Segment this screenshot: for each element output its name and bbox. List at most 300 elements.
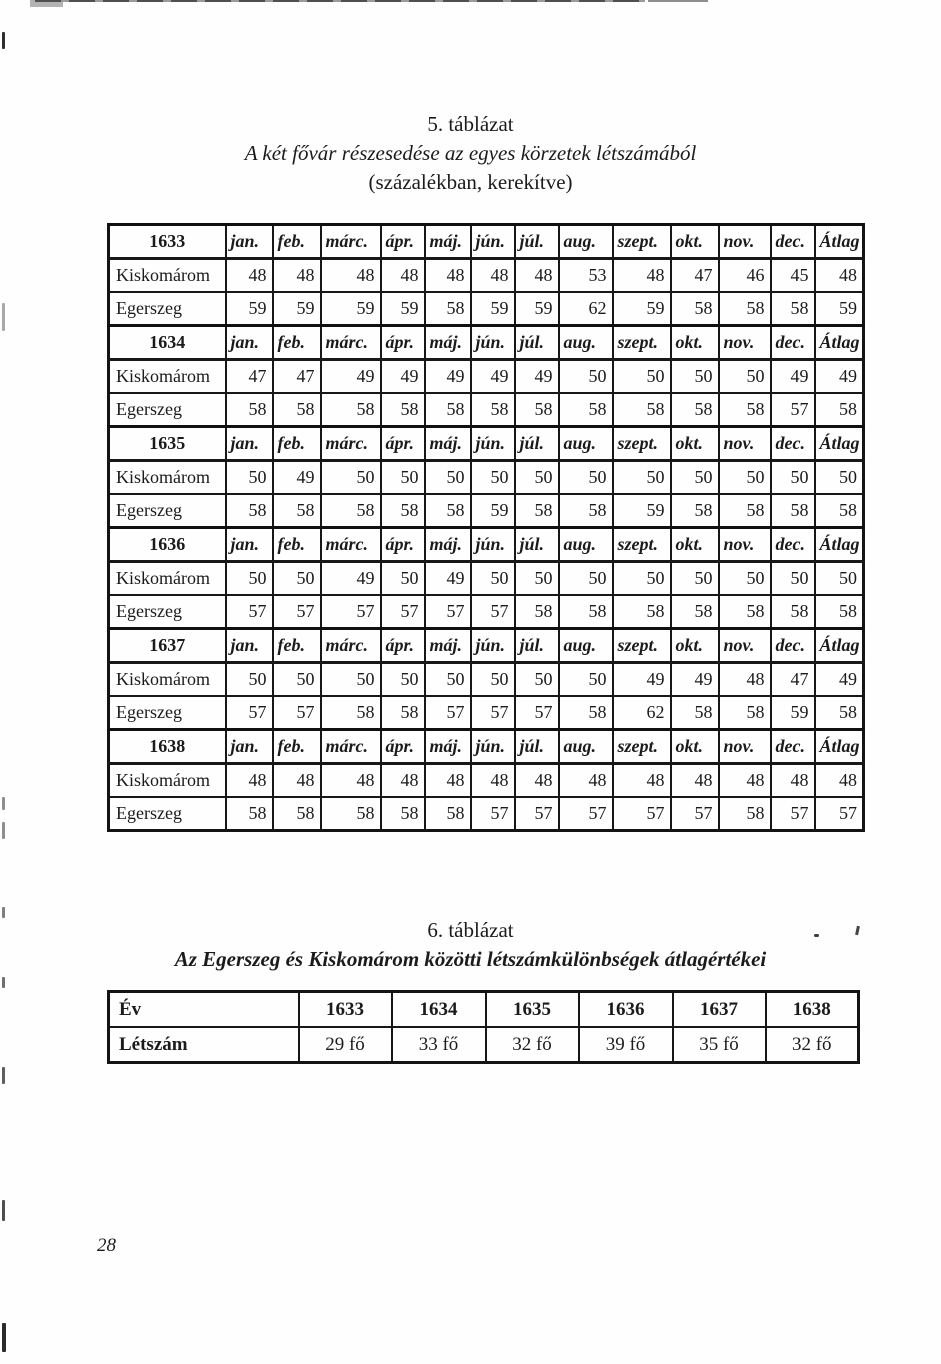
value-cell: 50 — [671, 562, 719, 596]
value-cell: 48 — [671, 764, 719, 798]
month-header-cell: nov. — [719, 326, 771, 360]
value-cell: 50 — [719, 461, 771, 495]
year-header-cell: 1634 — [392, 992, 486, 1028]
month-header-cell: jún. — [471, 730, 515, 764]
scan-artifact-edge-tick — [2, 822, 5, 839]
table-row — [109, 393, 864, 427]
value-cell: 57 — [226, 595, 273, 629]
value-cell: 50 — [815, 461, 864, 495]
value-cell: 48 — [273, 259, 321, 293]
value-cell: 57 — [226, 696, 273, 730]
month-header-cell: ápr. — [381, 427, 425, 461]
month-header-cell: jan. — [226, 730, 273, 764]
value-cell: 49 — [471, 360, 515, 394]
scan-artifact-top-line — [648, 0, 708, 2]
month-header-cell: júl. — [515, 528, 559, 562]
value-cell: 47 — [226, 360, 273, 394]
month-header-cell: ápr. — [381, 528, 425, 562]
table-row — [109, 764, 864, 798]
table5-heading-block — [0, 110, 941, 197]
value-cell: 50 — [671, 360, 719, 394]
value-cell: 49 — [425, 360, 471, 394]
value-cell: 50 — [613, 562, 671, 596]
year-cell: 1633 — [109, 225, 226, 259]
year-header-cell: 1636 — [579, 992, 673, 1028]
value-cell: 48 — [613, 259, 671, 293]
value-cell: 59 — [273, 292, 321, 326]
value-cell: 57 — [815, 797, 864, 831]
month-header-cell: Átlag — [815, 326, 864, 360]
year-header-row — [109, 326, 864, 360]
value-cell: 32 fő — [486, 1027, 579, 1063]
value-cell: 58 — [321, 494, 381, 528]
table-row — [109, 292, 864, 326]
value-cell: 58 — [719, 696, 771, 730]
year-header-cell: 1633 — [299, 992, 392, 1028]
year-header-row — [109, 528, 864, 562]
value-cell: 59 — [613, 494, 671, 528]
month-header-cell: jan. — [226, 528, 273, 562]
month-header-cell: ápr. — [381, 225, 425, 259]
value-cell: 53 — [559, 259, 613, 293]
value-cell: 50 — [559, 360, 613, 394]
month-header-cell: júl. — [515, 730, 559, 764]
value-cell: 48 — [471, 259, 515, 293]
month-header-cell: aug. — [559, 629, 613, 663]
scan-artifact-edge-tick — [2, 303, 5, 331]
value-cell: 58 — [719, 797, 771, 831]
year-header-row — [109, 225, 864, 259]
value-cell: 59 — [471, 292, 515, 326]
row-label-cell: Egerszeg — [109, 393, 226, 427]
month-header-cell: jún. — [471, 225, 515, 259]
value-cell: 58 — [425, 292, 471, 326]
month-header-cell: júl. — [515, 427, 559, 461]
value-cell: 58 — [381, 393, 425, 427]
month-header-cell: jún. — [471, 629, 515, 663]
value-cell: 49 — [273, 461, 321, 495]
month-header-cell: jan. — [226, 326, 273, 360]
value-cell: 48 — [381, 259, 425, 293]
value-cell: 49 — [815, 663, 864, 697]
value-cell: 57 — [471, 797, 515, 831]
month-header-cell: dec. — [771, 427, 815, 461]
value-cell: 49 — [425, 562, 471, 596]
table-5 — [107, 223, 865, 832]
value-cell: 50 — [226, 461, 273, 495]
value-cell: 50 — [559, 461, 613, 495]
month-header-cell: máj. — [425, 427, 471, 461]
table6-subtitle: Az Egerszeg és Kiskomárom közötti létszámkülönbségek átlagértékei — [174, 947, 767, 971]
value-cell: 58 — [471, 393, 515, 427]
value-cell: 58 — [515, 595, 559, 629]
row-label-cell: Kiskomárom — [109, 360, 226, 394]
value-cell: 58 — [381, 696, 425, 730]
value-cell: 57 — [273, 696, 321, 730]
value-cell: 49 — [321, 360, 381, 394]
row-label-cell: Egerszeg — [109, 797, 226, 831]
value-cell: 48 — [515, 259, 559, 293]
value-cell: 45 — [771, 259, 815, 293]
month-header-cell: ápr. — [381, 730, 425, 764]
value-cell: 58 — [815, 595, 864, 629]
value-cell: 50 — [515, 663, 559, 697]
month-header-cell: márc. — [321, 225, 381, 259]
value-cell: 58 — [815, 494, 864, 528]
scan-artifact-edge-tick — [2, 32, 5, 49]
value-cell: 58 — [771, 494, 815, 528]
scan-artifact-top-line — [35, 0, 645, 2]
value-cell: 48 — [226, 764, 273, 798]
value-cell: 48 — [613, 764, 671, 798]
value-cell: 50 — [559, 663, 613, 697]
value-cell: 49 — [321, 562, 381, 596]
row-label-cell: Kiskomárom — [109, 461, 226, 495]
value-cell: 50 — [381, 562, 425, 596]
scan-artifact-edge-tick — [2, 1323, 6, 1352]
month-header-cell: aug. — [559, 225, 613, 259]
year-cell: 1635 — [109, 427, 226, 461]
table-row — [109, 494, 864, 528]
month-header-cell: okt. — [671, 326, 719, 360]
year-cell: 1634 — [109, 326, 226, 360]
month-header-cell: szept. — [613, 326, 671, 360]
row-label-cell: Kiskomárom — [109, 764, 226, 798]
value-cell: 57 — [425, 696, 471, 730]
value-cell: 48 — [321, 764, 381, 798]
value-cell: 62 — [559, 292, 613, 326]
value-cell: 47 — [273, 360, 321, 394]
year-header-cell: 1638 — [766, 992, 859, 1028]
month-header-cell: aug. — [559, 427, 613, 461]
value-cell: 49 — [671, 663, 719, 697]
month-header-cell: feb. — [273, 225, 321, 259]
month-header-cell: okt. — [671, 730, 719, 764]
value-cell: 58 — [719, 292, 771, 326]
month-header-cell: szept. — [613, 528, 671, 562]
table-row — [109, 259, 864, 293]
value-cell: 48 — [771, 764, 815, 798]
value-cell: 57 — [771, 797, 815, 831]
month-header-cell: jún. — [471, 528, 515, 562]
table6-heading-block — [0, 916, 941, 974]
value-cell: 48 — [815, 259, 864, 293]
month-header-cell: aug. — [559, 326, 613, 360]
value-cell: 48 — [815, 764, 864, 798]
scan-artifact-edge-tick — [2, 797, 5, 810]
value-cell: 50 — [613, 461, 671, 495]
value-cell: 58 — [815, 696, 864, 730]
month-header-cell: márc. — [321, 730, 381, 764]
value-cell: 50 — [471, 562, 515, 596]
value-cell: 50 — [425, 663, 471, 697]
scan-artifact-edge-tick — [2, 977, 5, 988]
month-header-cell: aug. — [559, 730, 613, 764]
value-cell: 48 — [321, 259, 381, 293]
value-cell: 59 — [771, 696, 815, 730]
value-cell: 50 — [226, 562, 273, 596]
month-header-cell: feb. — [273, 730, 321, 764]
value-cell: 58 — [613, 595, 671, 629]
value-cell: 62 — [613, 696, 671, 730]
value-cell: 58 — [226, 494, 273, 528]
value-cell: 58 — [425, 393, 471, 427]
value-cell: 57 — [515, 696, 559, 730]
table5-subtitle-note: (százalékban, kerekítve) — [368, 170, 573, 194]
row-label-cell: Egerszeg — [109, 292, 226, 326]
value-cell: 58 — [321, 797, 381, 831]
table-5-body — [109, 225, 864, 831]
value-cell: 59 — [815, 292, 864, 326]
row-label-cell: Egerszeg — [109, 595, 226, 629]
month-header-cell: Átlag — [815, 730, 864, 764]
value-cell: 49 — [515, 360, 559, 394]
value-cell: 39 fő — [579, 1027, 673, 1063]
value-cell: 49 — [613, 663, 671, 697]
row-label-cell: Kiskomárom — [109, 562, 226, 596]
value-cell: 50 — [719, 562, 771, 596]
month-header-cell: feb. — [273, 427, 321, 461]
value-cell: 48 — [559, 764, 613, 798]
value-cell: 50 — [613, 360, 671, 394]
value-cell: 50 — [226, 663, 273, 697]
value-cell: 58 — [273, 393, 321, 427]
month-header-cell: szept. — [613, 427, 671, 461]
month-header-cell: dec. — [771, 528, 815, 562]
value-cell: 58 — [559, 696, 613, 730]
month-header-cell: máj. — [425, 225, 471, 259]
row-label-cell: Egerszeg — [109, 494, 226, 528]
value-cell: 58 — [381, 494, 425, 528]
table6-title: 6. táblázat — [427, 918, 514, 942]
value-cell: 57 — [425, 595, 471, 629]
value-cell: 50 — [559, 562, 613, 596]
value-cell: 49 — [771, 360, 815, 394]
value-cell: 58 — [671, 292, 719, 326]
value-cell: 57 — [471, 696, 515, 730]
value-cell: 59 — [226, 292, 273, 326]
scan-artifact-top-block — [30, 0, 63, 7]
value-cell: 50 — [471, 663, 515, 697]
row-header-cell: Év — [109, 992, 299, 1028]
month-header-cell: aug. — [559, 528, 613, 562]
value-cell: 58 — [719, 595, 771, 629]
scan-artifact-edge-tick — [2, 1200, 5, 1221]
value-cell: 48 — [719, 764, 771, 798]
month-header-cell: jan. — [226, 427, 273, 461]
value-cell: 59 — [381, 292, 425, 326]
month-header-cell: jan. — [226, 225, 273, 259]
value-cell: 59 — [321, 292, 381, 326]
year-header-row — [109, 427, 864, 461]
value-cell: 35 fő — [673, 1027, 766, 1063]
year-cell: 1638 — [109, 730, 226, 764]
row-label-cell: Kiskomárom — [109, 259, 226, 293]
month-header-cell: máj. — [425, 629, 471, 663]
month-header-cell: dec. — [771, 326, 815, 360]
value-cell: 29 fő — [299, 1027, 392, 1063]
month-header-cell: szept. — [613, 730, 671, 764]
value-cell: 58 — [671, 393, 719, 427]
value-cell: 49 — [815, 360, 864, 394]
value-cell: 58 — [226, 393, 273, 427]
value-cell: 48 — [381, 764, 425, 798]
value-cell: 48 — [719, 663, 771, 697]
value-cell: 50 — [381, 663, 425, 697]
table-row — [109, 696, 864, 730]
value-cell: 57 — [471, 595, 515, 629]
row-header-cell: Létszám — [109, 1027, 299, 1063]
value-cell: 50 — [381, 461, 425, 495]
value-cell: 57 — [321, 595, 381, 629]
value-cell: 57 — [515, 797, 559, 831]
month-header-cell: márc. — [321, 629, 381, 663]
value-cell: 58 — [559, 393, 613, 427]
month-header-cell: dec. — [771, 730, 815, 764]
value-cell: 58 — [771, 292, 815, 326]
value-cell: 58 — [671, 696, 719, 730]
value-cell: 48 — [471, 764, 515, 798]
month-header-cell: nov. — [719, 730, 771, 764]
value-cell: 59 — [515, 292, 559, 326]
value-cell: 50 — [471, 461, 515, 495]
value-cell: 50 — [425, 461, 471, 495]
year-header-row — [109, 730, 864, 764]
month-header-cell: szept. — [613, 225, 671, 259]
value-cell: 57 — [273, 595, 321, 629]
row-label-cell: Egerszeg — [109, 696, 226, 730]
value-cell: 50 — [273, 663, 321, 697]
value-cell: 48 — [273, 764, 321, 798]
value-cell: 58 — [321, 696, 381, 730]
value-cell: 58 — [381, 797, 425, 831]
month-header-cell: okt. — [671, 528, 719, 562]
value-cell: 50 — [515, 461, 559, 495]
month-header-cell: márc. — [321, 528, 381, 562]
value-cell: 57 — [381, 595, 425, 629]
value-cell: 58 — [321, 393, 381, 427]
value-cell: 59 — [471, 494, 515, 528]
value-cell: 50 — [815, 562, 864, 596]
month-header-cell: szept. — [613, 629, 671, 663]
month-header-cell: júl. — [515, 326, 559, 360]
value-cell: 47 — [671, 259, 719, 293]
month-header-cell: Átlag — [815, 629, 864, 663]
value-cell: 58 — [671, 494, 719, 528]
value-cell: 46 — [719, 259, 771, 293]
value-cell: 58 — [771, 595, 815, 629]
value-cell: 50 — [771, 562, 815, 596]
value-cell: 50 — [719, 360, 771, 394]
month-header-cell: máj. — [425, 730, 471, 764]
month-header-cell: máj. — [425, 528, 471, 562]
year-header-row — [109, 629, 864, 663]
month-header-cell: márc. — [321, 326, 381, 360]
value-cell: 58 — [273, 494, 321, 528]
value-cell: 58 — [719, 393, 771, 427]
table-row — [109, 1027, 859, 1063]
value-cell: 58 — [815, 393, 864, 427]
value-cell: 58 — [425, 494, 471, 528]
value-cell: 50 — [771, 461, 815, 495]
table5-title: 5. táblázat — [427, 112, 514, 136]
table-row — [109, 797, 864, 831]
value-cell: 57 — [613, 797, 671, 831]
value-cell: 48 — [425, 259, 471, 293]
value-cell: 48 — [425, 764, 471, 798]
value-cell: 57 — [771, 393, 815, 427]
month-header-cell: okt. — [671, 629, 719, 663]
value-cell: 50 — [671, 461, 719, 495]
month-header-cell: feb. — [273, 326, 321, 360]
table-row — [109, 461, 864, 495]
table-6-body — [109, 992, 859, 1063]
value-cell: 50 — [321, 663, 381, 697]
month-header-cell: nov. — [719, 528, 771, 562]
month-header-cell: dec. — [771, 629, 815, 663]
month-header-cell: okt. — [671, 225, 719, 259]
month-header-cell: márc. — [321, 427, 381, 461]
month-header-cell: feb. — [273, 629, 321, 663]
value-cell: 50 — [321, 461, 381, 495]
year-cell: 1636 — [109, 528, 226, 562]
value-cell: 58 — [559, 595, 613, 629]
table-row — [109, 663, 864, 697]
month-header-cell: júl. — [515, 629, 559, 663]
month-header-cell: júl. — [515, 225, 559, 259]
value-cell: 58 — [559, 494, 613, 528]
value-cell: 58 — [273, 797, 321, 831]
value-cell: 58 — [515, 393, 559, 427]
value-cell: 58 — [671, 595, 719, 629]
value-cell: 58 — [613, 393, 671, 427]
month-header-cell: máj. — [425, 326, 471, 360]
table-row — [109, 360, 864, 394]
scan-artifact-edge-tick — [2, 1067, 5, 1084]
value-cell: 58 — [425, 797, 471, 831]
month-header-cell: nov. — [719, 225, 771, 259]
row-label-cell: Kiskomárom — [109, 663, 226, 697]
value-cell: 50 — [273, 562, 321, 596]
month-header-cell: ápr. — [381, 326, 425, 360]
month-header-cell: Átlag — [815, 225, 864, 259]
value-cell: 47 — [771, 663, 815, 697]
value-cell: 57 — [559, 797, 613, 831]
value-cell: 48 — [515, 764, 559, 798]
year-header-cell: 1635 — [486, 992, 579, 1028]
value-cell: 58 — [515, 494, 559, 528]
month-header-cell: Átlag — [815, 528, 864, 562]
month-header-cell: Átlag — [815, 427, 864, 461]
value-cell: 58 — [719, 494, 771, 528]
month-header-cell: feb. — [273, 528, 321, 562]
month-header-cell: jún. — [471, 326, 515, 360]
year-cell: 1637 — [109, 629, 226, 663]
month-header-cell: nov. — [719, 629, 771, 663]
month-header-cell: jún. — [471, 427, 515, 461]
table-6 — [107, 990, 860, 1064]
table5-subtitle: A két fővár részesedése az egyes körzetek létszámából — [244, 141, 697, 165]
value-cell: 49 — [381, 360, 425, 394]
month-header-cell: dec. — [771, 225, 815, 259]
year-header-cell: 1637 — [673, 992, 766, 1028]
value-cell: 59 — [613, 292, 671, 326]
value-cell: 57 — [671, 797, 719, 831]
month-header-cell: nov. — [719, 427, 771, 461]
value-cell: 32 fő — [766, 1027, 859, 1063]
page-number: 28 — [97, 1235, 116, 1256]
table-row — [109, 562, 864, 596]
